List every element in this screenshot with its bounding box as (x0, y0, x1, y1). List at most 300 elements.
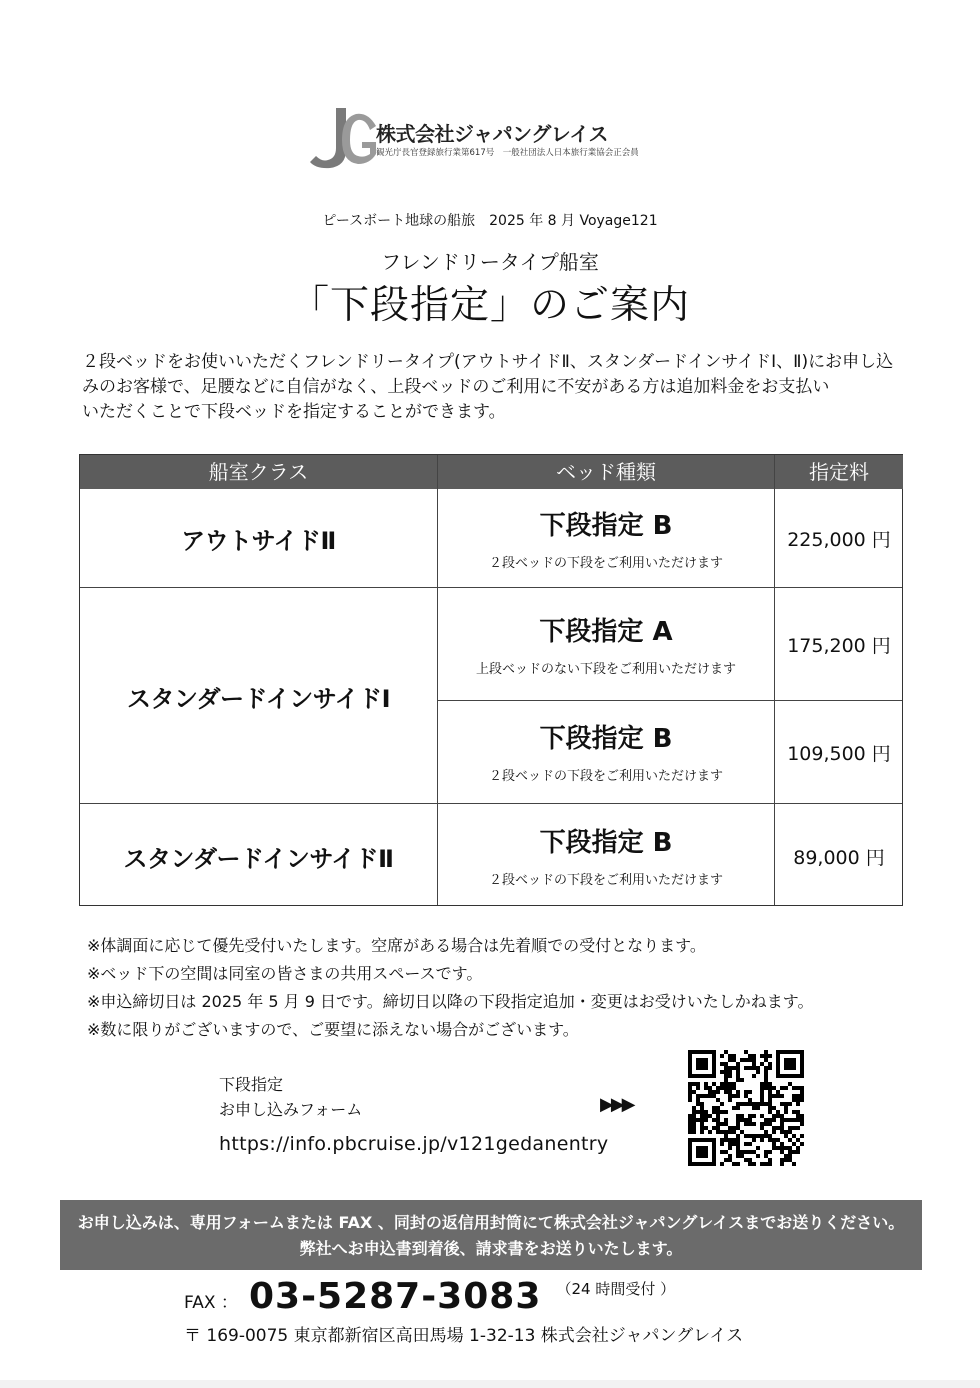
qr-module (688, 1086, 692, 1090)
qr-module (736, 1162, 740, 1166)
qr-module (712, 1106, 716, 1110)
qr-module (728, 1082, 732, 1086)
qr-module (732, 1106, 736, 1110)
qr-module (780, 1142, 784, 1146)
form-label: 下段指定 (219, 1075, 284, 1094)
bed-type-description: ２段ベッドの下段をご利用いただけます (488, 556, 723, 571)
registration-text: 観光庁長官登録旅行業第617号 一般社団法人日本旅行業協会正会員 (376, 148, 639, 158)
qr-module (784, 1102, 788, 1106)
qr-module (704, 1082, 708, 1086)
table-divider (774, 455, 775, 905)
qr-module (776, 1126, 780, 1130)
qr-module (772, 1114, 776, 1118)
qr-module (744, 1142, 748, 1146)
qr-module (688, 1122, 692, 1126)
qr-module (788, 1158, 792, 1162)
qr-module (780, 1122, 784, 1126)
qr-module (760, 1162, 764, 1166)
qr-module (776, 1094, 780, 1098)
qr-module (768, 1162, 772, 1166)
qr-module (728, 1138, 732, 1142)
fee-cell: 175,200 円 (787, 635, 891, 657)
qr-module (760, 1082, 764, 1086)
qr-module (800, 1114, 804, 1118)
qr-module (712, 1126, 716, 1130)
qr-module (708, 1090, 712, 1094)
qr-module (768, 1158, 772, 1162)
bed-type-name: 下段指定 A (539, 617, 673, 647)
qr-module (788, 1082, 792, 1086)
qr-module (792, 1134, 796, 1138)
qr-module (728, 1142, 732, 1146)
qr-module (700, 1130, 704, 1134)
qr-module (768, 1094, 772, 1098)
voyage-subtitle: ピースボート地球の船旅 2025 年 8 月 Voyage121 (322, 213, 658, 229)
qr-module (696, 1102, 700, 1106)
qr-module (776, 1114, 780, 1118)
company-logo (306, 104, 666, 174)
qr-module (700, 1106, 704, 1110)
qr-module (752, 1074, 756, 1078)
qr-module (748, 1150, 752, 1154)
qr-module (704, 1118, 708, 1122)
qr-module (720, 1082, 724, 1086)
qr-module (732, 1126, 736, 1130)
header-bed-type: ベッド種類 (438, 455, 774, 489)
qr-module (720, 1102, 724, 1106)
qr-module (772, 1138, 776, 1142)
fee-cell: 109,500 円 (787, 743, 891, 765)
qr-module (724, 1066, 728, 1070)
qr-module (780, 1118, 784, 1122)
qr-module (792, 1094, 796, 1098)
qr-module (752, 1066, 756, 1070)
qr-module (764, 1066, 768, 1070)
qr-module (784, 1134, 788, 1138)
qr-module (736, 1154, 740, 1158)
qr-module (736, 1122, 740, 1126)
qr-module (752, 1122, 756, 1126)
qr-module (688, 1118, 692, 1122)
qr-module (768, 1118, 772, 1122)
qr-module (728, 1054, 732, 1058)
qr-module (736, 1146, 740, 1150)
qr-module (712, 1118, 716, 1122)
qr-module (688, 1094, 692, 1098)
qr-module (752, 1138, 756, 1142)
bed-type-name: 下段指定 B (539, 724, 673, 754)
qr-module (760, 1086, 764, 1090)
page-edge (0, 1380, 980, 1388)
cabin-class-cell: スタンダードインサイドⅠ (126, 685, 391, 713)
qr-module (768, 1082, 772, 1086)
qr-module (788, 1118, 792, 1122)
qr-module (724, 1158, 728, 1162)
info-banner (60, 1200, 922, 1270)
qr-module (724, 1062, 728, 1066)
qr-module (764, 1162, 768, 1166)
qr-module (780, 1102, 784, 1106)
fee-cell: 89,000 円 (793, 847, 885, 869)
qr-module (764, 1078, 768, 1082)
qr-module (716, 1130, 720, 1134)
qr-module (744, 1102, 748, 1106)
jg-logo-mark (306, 104, 378, 174)
qr-module (704, 1110, 708, 1114)
qr-module (744, 1118, 748, 1122)
qr-module (712, 1082, 716, 1086)
qr-module (764, 1082, 768, 1086)
room-type-heading: フレンドリータイプ船室 (381, 250, 599, 274)
qr-module (736, 1102, 740, 1106)
qr-module (692, 1122, 696, 1126)
qr-module (728, 1130, 732, 1134)
note-item: ※申込締切日は 2025 年 5 月 9 日です。締切日以降の下段指定追加・変更はお受けいたしかねます。 (87, 992, 814, 1011)
qr-module (744, 1122, 748, 1126)
qr-module (784, 1154, 788, 1158)
fax-row (184, 1276, 675, 1322)
qr-module (720, 1142, 724, 1146)
qr-module (788, 1138, 792, 1142)
qr-module (796, 1150, 800, 1154)
qr-module (764, 1130, 768, 1134)
qr-module (704, 1094, 708, 1098)
qr-module (692, 1106, 696, 1110)
qr-module (720, 1070, 724, 1074)
company-address: 〒 169-0075 東京都新宿区高田馬場 1-32-13 株式会社ジャパングレイス (184, 1326, 744, 1346)
bed-type-description: ２段ベッドの下段をご利用いただけます (488, 873, 723, 888)
qr-module (800, 1090, 804, 1094)
qr-module (756, 1154, 760, 1158)
qr-module (772, 1094, 776, 1098)
qr-module (748, 1090, 752, 1094)
qr-module (700, 1110, 704, 1114)
qr-module (784, 1146, 788, 1150)
qr-module (752, 1134, 756, 1138)
cabin-class-cell: アウトサイドⅡ (181, 527, 336, 555)
qr-module (740, 1114, 744, 1118)
qr-module (760, 1094, 764, 1098)
qr-module (752, 1106, 756, 1110)
qr-module (748, 1054, 752, 1058)
qr-module (764, 1150, 768, 1154)
qr-module (772, 1146, 776, 1150)
qr-module (692, 1090, 696, 1094)
qr-module (716, 1118, 720, 1122)
qr-module (732, 1162, 736, 1166)
qr-module (724, 1074, 728, 1078)
qr-module (792, 1150, 796, 1154)
qr-module (744, 1090, 748, 1094)
bed-type-name: 下段指定 B (539, 511, 673, 541)
qr-module (768, 1066, 772, 1070)
qr-module (752, 1150, 756, 1154)
qr-module (752, 1054, 756, 1058)
qr-module (724, 1050, 728, 1054)
qr-module (732, 1142, 736, 1146)
qr-module (716, 1126, 720, 1130)
qr-module (768, 1090, 772, 1094)
qr-module (764, 1070, 768, 1074)
qr-module (724, 1138, 728, 1142)
qr-module (728, 1058, 732, 1062)
qr-module (736, 1074, 740, 1078)
fax-number: 03-5287-3083 (249, 1276, 542, 1317)
qr-module (772, 1126, 776, 1130)
qr-module (784, 1106, 788, 1110)
qr-module (736, 1142, 740, 1146)
qr-finder (696, 1058, 708, 1070)
qr-module (768, 1138, 772, 1142)
qr-module (716, 1098, 720, 1102)
qr-module (760, 1114, 764, 1118)
qr-module (736, 1106, 740, 1110)
table-divider (80, 587, 902, 588)
qr-module (736, 1094, 740, 1098)
qr-module (792, 1142, 796, 1146)
qr-module (768, 1110, 772, 1114)
fee-table (79, 454, 903, 906)
qr-module (772, 1106, 776, 1110)
qr-module (728, 1146, 732, 1150)
qr-module (744, 1158, 748, 1162)
qr-module (756, 1070, 760, 1074)
qr-module (736, 1070, 740, 1074)
qr-module (764, 1074, 768, 1078)
qr-module (768, 1062, 772, 1066)
qr-module (740, 1102, 744, 1106)
application-form-link[interactable]: https://info.pbcruise.jp/v121gedanentry (219, 1133, 609, 1155)
qr-module (696, 1110, 700, 1114)
qr-module (688, 1114, 692, 1118)
qr-module (744, 1134, 748, 1138)
qr-module (760, 1126, 764, 1130)
qr-module (764, 1058, 768, 1062)
qr-module (688, 1130, 692, 1134)
qr-module (700, 1094, 704, 1098)
qr-finder (784, 1058, 796, 1070)
qr-module (728, 1086, 732, 1090)
qr-module (780, 1146, 784, 1150)
qr-module (784, 1158, 788, 1162)
qr-module (736, 1138, 740, 1142)
qr-module (764, 1050, 768, 1054)
qr-module (728, 1074, 732, 1078)
qr-module (712, 1094, 716, 1098)
qr-module (692, 1126, 696, 1130)
header-cabin-class: 船室クラス (80, 455, 437, 489)
qr-module (780, 1158, 784, 1162)
qr-module (724, 1086, 728, 1090)
qr-module (732, 1058, 736, 1062)
qr-module (772, 1130, 776, 1134)
qr-module (756, 1102, 760, 1106)
intro-line: ２段ベッドをお使いいただくフレンドリータイプ(アウトサイドⅡ、スタンダードインサイドⅠ、Ⅱ)にお申し込 (82, 352, 894, 372)
qr-module (700, 1102, 704, 1106)
qr-module (696, 1082, 700, 1086)
qr-module (724, 1110, 728, 1114)
qr-module (748, 1162, 752, 1166)
qr-module (756, 1066, 760, 1070)
qr-module (724, 1078, 728, 1082)
qr-module (716, 1122, 720, 1126)
qr-module (784, 1118, 788, 1122)
qr-module (712, 1110, 716, 1114)
qr-module (736, 1150, 740, 1154)
qr-module (776, 1090, 780, 1094)
qr-module (748, 1118, 752, 1122)
qr-module (752, 1114, 756, 1118)
qr-module (764, 1054, 768, 1058)
qr-module (736, 1078, 740, 1082)
qr-module (744, 1066, 748, 1070)
qr-module (792, 1162, 796, 1166)
qr-module (760, 1138, 764, 1142)
qr-module (792, 1126, 796, 1130)
qr-module (720, 1054, 724, 1058)
qr-module (732, 1130, 736, 1134)
qr-module (728, 1090, 732, 1094)
qr-module (720, 1138, 724, 1142)
qr-module (748, 1134, 752, 1138)
qr-module (772, 1142, 776, 1146)
qr-module (736, 1066, 740, 1070)
qr-module (712, 1090, 716, 1094)
qr-module (796, 1118, 800, 1122)
qr-module (724, 1150, 728, 1154)
qr-module (780, 1130, 784, 1134)
intro-line: いただくことで下段ベッドを指定することができます。 (82, 402, 506, 422)
qr-module (800, 1086, 804, 1090)
qr-module (796, 1126, 800, 1130)
qr-module (704, 1086, 708, 1090)
qr-module (700, 1122, 704, 1126)
qr-module (780, 1094, 784, 1098)
qr-module (708, 1114, 712, 1118)
qr-module (768, 1054, 772, 1058)
qr-module (736, 1090, 740, 1094)
qr-module (792, 1086, 796, 1090)
bed-type-cell (438, 718, 774, 784)
qr-module (728, 1070, 732, 1074)
qr-module (740, 1078, 744, 1082)
qr-module (800, 1098, 804, 1102)
qr-module (796, 1138, 800, 1142)
bed-type-cell (438, 822, 774, 888)
qr-module (780, 1114, 784, 1118)
intro-line: みのお客様で、足腰などに自信がなく、上段ベッドのご利用に不安がある方は追加料金をお支払い (82, 377, 830, 397)
qr-module (748, 1102, 752, 1106)
qr-module (792, 1110, 796, 1114)
qr-module (796, 1110, 800, 1114)
qr-module (688, 1098, 692, 1102)
qr-module (780, 1150, 784, 1154)
fee-cell: 225,000 円 (787, 529, 891, 551)
qr-module (772, 1118, 776, 1122)
qr-module (800, 1122, 804, 1126)
qr-module (724, 1082, 728, 1086)
bed-type-description: ２段ベッドの下段をご利用いただけます (488, 769, 723, 784)
qr-module (728, 1094, 732, 1098)
qr-module (764, 1134, 768, 1138)
arrow-icon: ▶▶▶ (600, 1094, 633, 1115)
qr-module (724, 1130, 728, 1134)
qr-module (760, 1062, 764, 1066)
qr-module (732, 1082, 736, 1086)
qr-module (688, 1082, 692, 1086)
bed-type-name: 下段指定 B (539, 828, 673, 858)
notes-list (87, 932, 927, 1044)
qr-module (736, 1126, 740, 1130)
qr-module (776, 1138, 780, 1142)
qr-module (748, 1122, 752, 1126)
qr-module (784, 1130, 788, 1134)
qr-code[interactable] (688, 1050, 804, 1166)
qr-module (796, 1086, 800, 1090)
qr-module (740, 1118, 744, 1122)
qr-module (760, 1102, 764, 1106)
table-divider (80, 803, 902, 804)
qr-module (728, 1158, 732, 1162)
qr-module (756, 1134, 760, 1138)
qr-finder (696, 1146, 708, 1158)
qr-module (744, 1058, 748, 1062)
qr-module (728, 1066, 732, 1070)
qr-module (768, 1102, 772, 1106)
fax-label: FAX ： (184, 1293, 238, 1313)
qr-module (768, 1086, 772, 1090)
note-item: ※数に限りがございますので、ご要望に添えない場合がございます。 (87, 1020, 579, 1039)
qr-module (784, 1110, 788, 1114)
table-divider (438, 700, 902, 701)
qr-module (696, 1094, 700, 1098)
qr-module (732, 1086, 736, 1090)
banner-line: お申し込みは、専用フォームまたは FAX 、同封の返信用封筒にて株式会社ジャパングレイスまでお送りください。 (77, 1213, 905, 1232)
cabin-class-cell: スタンダードインサイドⅡ (123, 845, 394, 873)
qr-module (700, 1118, 704, 1122)
qr-module (724, 1134, 728, 1138)
bed-type-cell (438, 611, 774, 677)
qr-module (740, 1154, 744, 1158)
qr-module (788, 1154, 792, 1158)
qr-module (764, 1118, 768, 1122)
qr-module (760, 1054, 764, 1058)
qr-module (692, 1110, 696, 1114)
qr-module (724, 1122, 728, 1126)
qr-module (768, 1098, 772, 1102)
qr-module (796, 1102, 800, 1106)
qr-module (792, 1118, 796, 1122)
header-fee: 指定料 (775, 455, 903, 489)
qr-module (736, 1134, 740, 1138)
qr-module (732, 1094, 736, 1098)
qr-module (696, 1086, 700, 1090)
qr-module (728, 1154, 732, 1158)
qr-module (744, 1150, 748, 1154)
intro-paragraph (82, 350, 908, 425)
qr-module (720, 1110, 724, 1114)
fax-hours: （24 時間受付 ） (556, 1280, 676, 1298)
qr-module (748, 1066, 752, 1070)
qr-module (764, 1154, 768, 1158)
qr-module (692, 1082, 696, 1086)
qr-module (768, 1106, 772, 1110)
qr-module (800, 1118, 804, 1122)
qr-module (708, 1086, 712, 1090)
qr-module (720, 1086, 724, 1090)
qr-module (788, 1146, 792, 1150)
qr-module (692, 1118, 696, 1122)
